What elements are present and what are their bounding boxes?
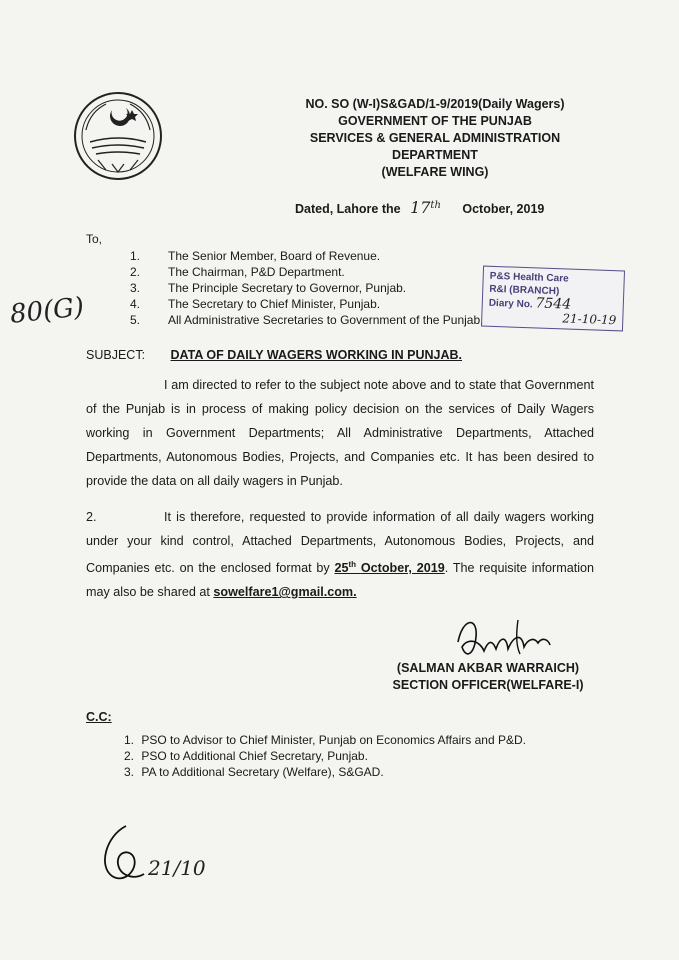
list-item: 1. PSO to Advisor to Chief Minister, Punjab on Economics Affairs and P&D.	[124, 733, 526, 747]
paragraph-2-number: 2.	[86, 510, 97, 524]
email-link[interactable]: sowelfare1@gmail.com.	[213, 585, 357, 600]
recipient-list	[130, 249, 530, 329]
margin-handwritten-note: 80(G)	[8, 292, 86, 330]
bottom-handwritten-date: 21/10	[148, 856, 206, 880]
cc-list	[124, 733, 594, 781]
list-item: 3. The Principle Secretary to Governor, Punjab.	[130, 281, 407, 295]
dated-line	[295, 198, 544, 217]
list-item: 5. All Administrative Secretaries to Government of the Punjab.	[130, 313, 484, 327]
subject-label: SUBJECT:	[86, 348, 146, 362]
to-label: To,	[86, 232, 103, 246]
handwritten-signature-icon	[448, 612, 578, 660]
dated-day-handwritten: 17	[410, 198, 431, 217]
stamp-date-handwritten: 21-10-19	[562, 311, 617, 328]
department-line-1: SERVICES & GENERAL ADMINISTRATION	[309, 131, 561, 145]
dated-prefix: Dated, Lahore the	[295, 202, 401, 216]
list-item: 3. PA to Additional Secretary (Welfare), S&GAD.	[124, 765, 384, 779]
list-item: 2. PSO to Additional Chief Secretary, Punjab.	[124, 749, 368, 763]
reference-number: NO. SO (W-I)S&GAD/1-9/2019(Daily Wagers)	[305, 97, 565, 111]
paragraph-1: I am directed to refer to the subject note above and to state that Government of the Punjab is in process of making policy decision on the services of Daily Wagers working in Government Departments; All Administrative Departments, Attached Departments, Autonomous Bodies, Projects, and Companies etc. It has been desired to provide the data on all daily wagers in Punjab.	[86, 378, 594, 488]
paragraph-2-text-continued: . The requisite information may also be shared at	[86, 561, 594, 600]
list-item: 2. The Chairman, P&D Department.	[130, 265, 345, 279]
signatory-block	[378, 660, 598, 694]
dated-month-year: October, 2019	[462, 202, 545, 216]
stamp-diary-number: 7544	[535, 295, 572, 313]
punjab-emblem-icon	[72, 90, 164, 182]
wing-name: (WELFARE WING)	[381, 165, 489, 179]
subject-line	[86, 348, 462, 362]
list-item: 4. The Secretary to Chief Minister, Punjab.	[130, 297, 381, 311]
paragraph-2	[86, 505, 594, 604]
letter-header	[270, 96, 600, 181]
dated-day-suffix: th	[430, 199, 441, 211]
handwritten-initial-icon	[96, 820, 156, 890]
deadline-date: 25th October, 2019	[334, 560, 445, 576]
paragraph-2-text: It is therefore, requested to provide information of all daily wagers working under your kind control, Attached Departments, Autonomous Bodies, Projects, and Companies etc. on the enclosed format by	[86, 510, 594, 576]
stamp-line-2: R&I (BRANCH)	[489, 283, 560, 298]
stamp-line-1: P&S Health Care	[489, 270, 569, 285]
cc-label: C.C:	[86, 710, 112, 724]
department-line-2: DEPARTMENT	[392, 148, 478, 162]
government-name: GOVERNMENT OF THE PUNJAB	[338, 114, 532, 128]
stamp-diary-label: Diary No.	[488, 297, 533, 311]
subject-text: DATA OF DAILY WAGERS WORKING IN PUNJAB.	[170, 348, 462, 362]
signatory-name: (SALMAN AKBAR WARRAICH)	[396, 661, 580, 675]
list-item: 1. The Senior Member, Board of Revenue.	[130, 249, 381, 263]
receipt-stamp	[481, 266, 625, 332]
signatory-title: SECTION OFFICER(WELFARE-I)	[392, 678, 584, 692]
